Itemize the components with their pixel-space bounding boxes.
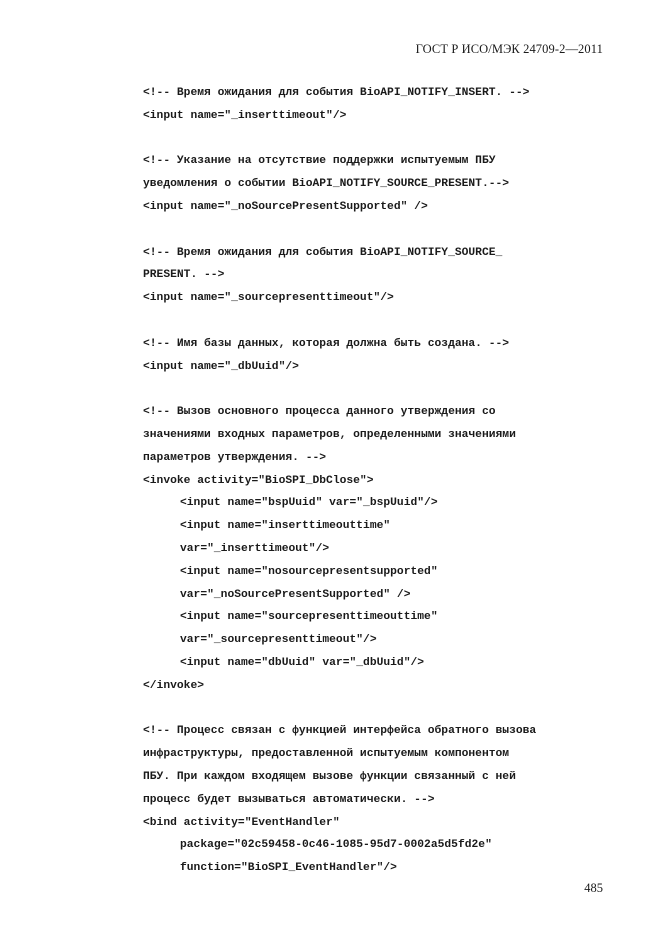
- code-blank-line: [143, 219, 613, 242]
- code-line: var="_sourcepresenttimeout"/>: [180, 634, 377, 647]
- code-line: <input name="_noSourcePresentSupported" />: [143, 200, 428, 213]
- code-line: <bind activity="EventHandler": [143, 816, 340, 829]
- code-line: <input name="bspUuid" var="_bspUuid"/>: [180, 497, 438, 510]
- code-line: function="BioSPI_EventHandler"/>: [180, 862, 397, 875]
- code-line: <!-- Процесс связан с функцией интерфейса обратного вызова: [143, 725, 537, 738]
- code-line: ПБУ. При каждом входящем вызове функции связанный с ней: [143, 770, 516, 783]
- code-listing: [143, 82, 613, 880]
- code-line: <!-- Вызов основного процесса данного утверждения со: [143, 406, 496, 419]
- code-line: <input name="inserttimeouttime": [180, 520, 391, 533]
- code-line: <!-- Указание на отсутствие поддержки испытуемым ПБУ: [143, 155, 496, 168]
- code-line: </invoke>: [143, 679, 205, 692]
- code-line: <input name="sourcepresenttimeouttime": [180, 611, 438, 624]
- code-blank-line: [143, 698, 613, 721]
- code-line: <input name="dbUuid" var="_dbUuid"/>: [180, 656, 425, 669]
- code-line: <input name="nosourcepresentsupported": [180, 565, 438, 578]
- code-line: var="_noSourcePresentSupported" />: [180, 588, 411, 601]
- code-line: значениями входных параметров, определенными значениями: [143, 428, 516, 441]
- code-line: параметров утверждения. -->: [143, 451, 327, 464]
- code-line: <!-- Имя базы данных, которая должна быть создана. -->: [143, 337, 510, 350]
- document-header: ГОСТ Р ИСО/МЭК 24709-2—2011: [415, 42, 603, 56]
- code-line: var="_inserttimeout"/>: [180, 542, 330, 555]
- code-line: <!-- Время ожидания для события BioAPI_NOTIFY_INSERT. -->: [143, 87, 530, 99]
- code-line: <input name="_inserttimeout"/>: [143, 109, 347, 122]
- code-blank-line: [143, 128, 613, 151]
- code-line: инфраструктуры, предоставленной испытуемым компонентом: [143, 748, 510, 761]
- code-blank-line: [143, 310, 613, 333]
- code-line: процесс будет вызываться автоматически. -->: [143, 793, 435, 806]
- code-line: <input name="_sourcepresenttimeout"/>: [143, 292, 394, 305]
- code-line: package="02c59458-0c46-1085-95d7-0002a5d5fd2e": [180, 839, 492, 852]
- code-line: <invoke activity="BioSPI_DbClose">: [143, 474, 374, 487]
- code-line: <input name="_dbUuid"/>: [143, 360, 299, 373]
- code-line: <!-- Время ожидания для события BioAPI_NOTIFY_SOURCE_: [143, 246, 503, 259]
- page-number: 485: [584, 881, 603, 895]
- code-blank-line: [143, 378, 613, 401]
- code-line: PRESENT. -->: [143, 269, 225, 282]
- code-line: уведомления о событии BioAPI_NOTIFY_SOURCE_PRESENT.-->: [143, 178, 510, 191]
